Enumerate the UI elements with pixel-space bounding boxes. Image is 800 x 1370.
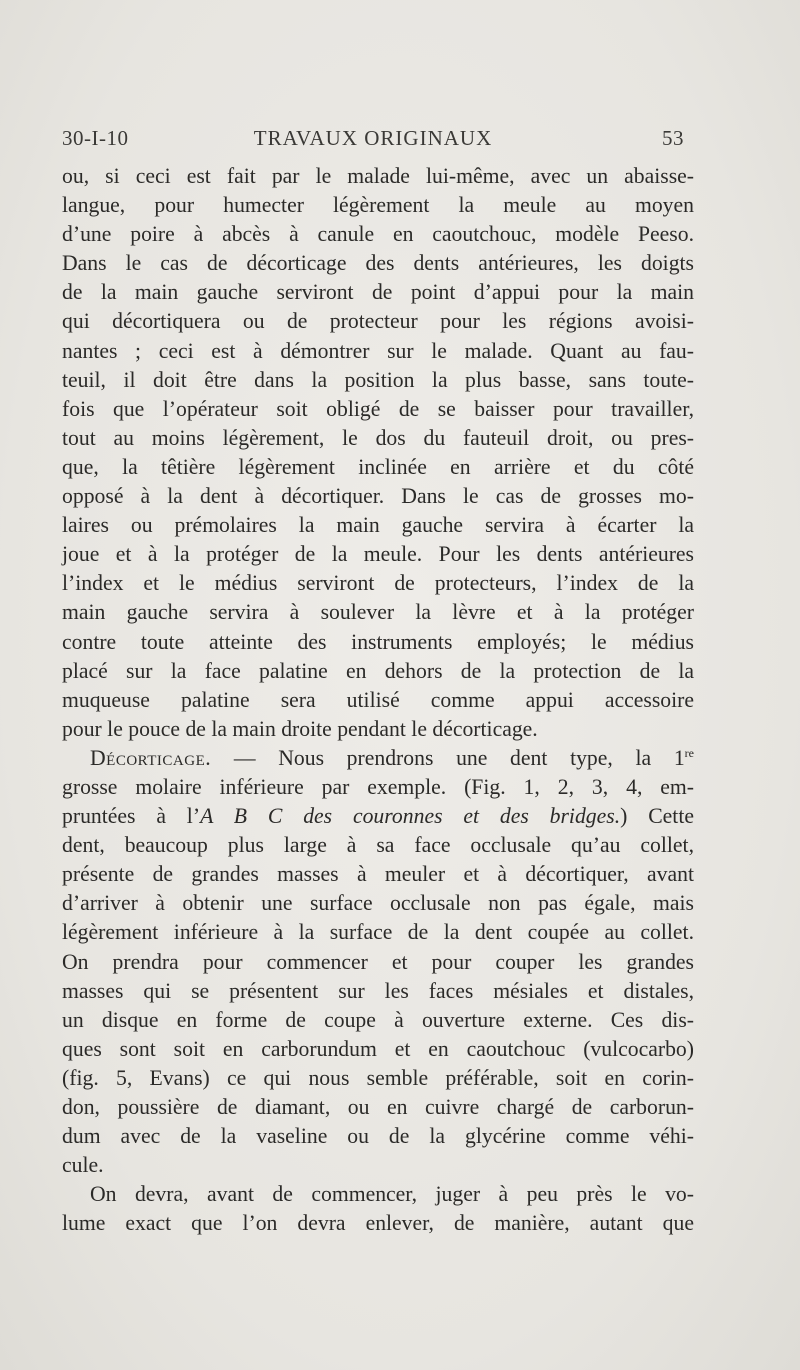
text-line: contre toute atteinte des instruments employés; le médius — [62, 629, 694, 654]
text-line: l’index et le médius serviront de protecteurs, l’index de la — [62, 571, 694, 596]
text-line: opposé à la dent à décortiquer. Dans le cas de grosses mo- — [62, 484, 694, 509]
text-line: placé sur la face palatine en dehors de la protection de la — [62, 658, 694, 683]
text-line: d’une poire à abcès à canule en caoutchouc, modèle Peeso. — [62, 222, 694, 247]
book-title: A B C des couronnes et des bridges. — [200, 804, 621, 829]
text-line: ou, si ceci est fait par le malade lui-même, avec un abaisse- — [62, 164, 694, 188]
paragraph-1 — [62, 162, 694, 744]
text-line: qui décortiquera ou de protecteur pour les régions avoisi- — [62, 309, 694, 334]
header-date: 30-I-10 — [62, 126, 129, 150]
text-line: un disque en forme de coupe à ouverture externe. Ces dis- — [62, 1007, 694, 1032]
running-header — [62, 126, 684, 156]
text-line: pour le pouce de la main droite pendant le décorticage. — [62, 716, 538, 741]
text-line: laires ou prémolaires la main gauche servira à écarter la — [62, 513, 694, 538]
section-intro: — Nous prendrons une dent type, la 1 — [211, 745, 685, 770]
text-line: teuil, il doit être dans la position la plus basse, sans toute- — [62, 367, 694, 392]
text-line: fois que l’opérateur soit obligé de se baisser pour travailler, — [62, 396, 694, 421]
text-line: que, la têtière légèrement inclinée en arrière et du côté — [62, 454, 694, 479]
text-line: langue, pour humecter légèrement la meule au moyen — [62, 193, 694, 218]
paragraph-3 — [62, 1180, 694, 1238]
text-line: légèrement inférieure à la surface de la dent coupée au collet. — [62, 920, 694, 945]
text-line: d’arriver à obtenir une surface occlusale non pas égale, mais — [62, 891, 694, 916]
superscript: re — [684, 745, 694, 760]
text-line: grosse molaire inférieure par exemple. (Fig. 1, 2, 3, 4, em- — [62, 774, 694, 799]
text-line: dum avec de la vaseline ou de la glycérine comme véhi- — [62, 1124, 694, 1149]
text-fragment: pruntées à l’ — [62, 804, 201, 829]
text-line — [62, 744, 694, 773]
text-line: de la main gauche serviront de point d’appui pour la main — [62, 280, 694, 305]
page-number: 53 — [662, 126, 684, 150]
header-title: TRAVAUX ORIGINAUX — [253, 126, 493, 150]
text-line: muqueuse palatine sera utilisé comme appui accessoire — [62, 687, 694, 712]
text-fragment: ) Cette — [620, 804, 694, 829]
text-line: ques sont soit en carborundum et en caoutchouc (vulcocarbo) — [62, 1036, 694, 1061]
text-line: joue et à la protéger de la meule. Pour les dents antérieures — [62, 542, 694, 567]
text-line: masses qui se présentent sur les faces mésiales et distales, — [62, 978, 694, 1003]
text-line: lume exact que l’on devra enlever, de manière, autant que — [62, 1211, 694, 1236]
text-line: don, poussière de diamant, ou en cuivre chargé de carborun- — [62, 1095, 694, 1119]
text-line: On devra, avant de commencer, juger à peu près le vo- — [90, 1182, 694, 1207]
text-line: nantes ; ceci est à démontrer sur le malade. Quant au fau- — [62, 338, 694, 363]
body-text — [62, 162, 694, 1238]
text-line — [62, 802, 694, 831]
text-line: main gauche servira à soulever la lèvre et à la protéger — [62, 600, 694, 625]
paragraph-2 — [62, 831, 694, 1180]
text-line: présente de grandes masses à meuler et à décortiquer, avant — [62, 862, 694, 887]
section-heading: Décorticage. — [90, 745, 212, 770]
text-line: On prendra pour commencer et pour couper les grandes — [62, 949, 694, 974]
text-line: Dans le cas de décorticage des dents antérieures, les doigts — [62, 251, 694, 276]
text-line: tout au moins légèrement, le dos du fauteuil droit, ou pres- — [62, 425, 694, 450]
text-line: cule. — [62, 1153, 104, 1178]
section-decorticage — [62, 744, 694, 1180]
text-line: (fig. 5, Evans) ce qui nous semble préférable, soit en corin- — [62, 1065, 694, 1090]
text-line: dent, beaucoup plus large à sa face occlusale qu’au collet, — [62, 833, 694, 858]
